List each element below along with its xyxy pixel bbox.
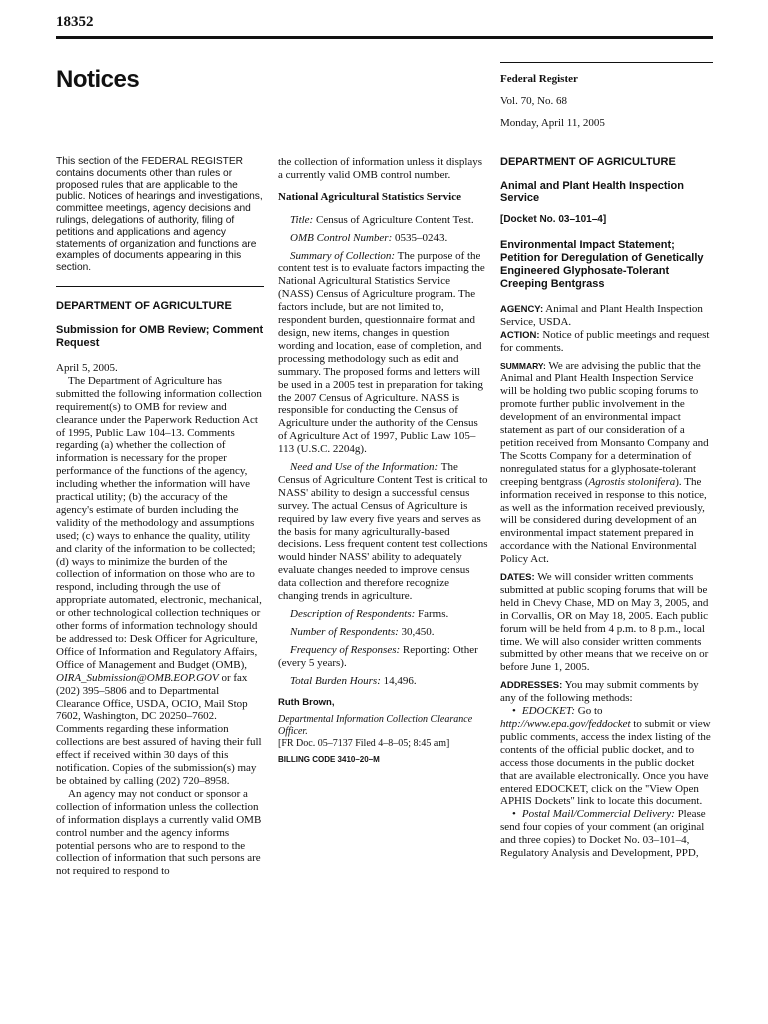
field-value: Notice of public meetings and request for comments. — [500, 328, 710, 354]
field-value: Animal and Plant Health Inspection Service, USDA. — [500, 302, 703, 328]
field-label: ACTION: — [500, 329, 540, 341]
page-number: 18352 — [56, 14, 94, 30]
field-value: 14,496. — [380, 674, 417, 687]
divider — [56, 286, 264, 287]
frequency-field — [278, 644, 488, 670]
date-line: April 5, 2005. — [56, 361, 118, 374]
field-value: Go to — [575, 705, 603, 718]
section-intro: This section of the FEDERAL REGISTER contains documents other than rules or proposed rules that are applicable to the public. Notices of hearings and investigations, committee meetings, agency decisions and rulings, delegations of authority, filing of petitions and applications and agency statements of organization and functions are examples of documents appearing in this section. — [56, 156, 263, 274]
header-rule — [56, 36, 713, 39]
section-title: Notices — [56, 66, 140, 93]
department-heading: DEPARTMENT OF AGRICULTURE — [500, 156, 676, 168]
summary-field — [278, 250, 488, 457]
field-value: We are advising the public that the Animal and Plant Health Inspection Service will be holding two public scoping forums to promote further public involvement in the development of an environmental impact statement as part of our consideration of a petition received from Monsanto Company and The Scotts Company for a determination of nonregulated status for a glyphosate-tolerant creeping bentgrass ( — [500, 359, 709, 488]
edocket-link[interactable]: http://www.epa.gov/feddocket — [500, 718, 631, 730]
field-value: 30,450. — [398, 625, 435, 638]
dates-field — [500, 571, 713, 674]
department-heading: DEPARTMENT OF AGRICULTURE — [56, 299, 232, 312]
notice-heading: Environmental Impact Statement; Petition for Deregulation of Genetically Engineered Glyphosate-Tolerant Creeping Bentgrass — [500, 238, 704, 290]
field-value: Please send four copies of your comment (an original and three copies) to Docket No. 03–101–4, Regulatory Analysis and Development, PPD, — [500, 808, 706, 860]
fr-doc-line: [FR Doc. 05–7137 Filed 4–8–05; 8:45 am] — [278, 738, 450, 750]
service-heading: National Agricultural Statistics Service — [278, 190, 462, 203]
addresses-field — [500, 679, 713, 705]
field-label: EDOCKET: — [521, 705, 576, 718]
field-label: AGENCY: — [500, 303, 544, 315]
signer-name: Ruth Brown, — [278, 696, 335, 708]
body-paragraph: An agency may not conduct or sponsor a collection of information unless the collection of information displays a currently valid OMB control number and the agency informs potential persons who are to respond to the collection of information that such persons are not required to respond to — [56, 787, 262, 878]
field-label: Total Burden Hours: — [290, 674, 381, 687]
billing-code: BILLING CODE 3410–20–M — [278, 755, 380, 765]
respondents-field — [278, 626, 488, 639]
field-label: Summary of Collection: — [290, 249, 396, 262]
omb-field — [278, 232, 488, 245]
publication-name: Federal Register — [500, 73, 578, 85]
docket-number: [Docket No. 03–101–4] — [500, 214, 607, 225]
body-text: The Department of Agriculture has submitted the following information collection requirement(s) to OMB for review and clearance under the Paperwork Reduction Act of 1995, Public Law 104–13. Comments regarding (a) whether the collection of information is necessary for the proper performance of the functions of the agency, including whether the information will have practical utility; (b) the accuracy of the agency's estimate of burden including the validity of the methodology and assumptions used; (c) ways to enhance the quality, utility and clarity of the information to be collected; (d) ways to minimize the burden of the collection of information on those who are to respond, including through the use of appropriate automated, electronic, mechanical, or other technological collection techniques or other forms of information technology should be addressed to: Desk Officer for Agriculture, Office of Information and Regulatory Affairs, Office of Management and Budget (OMB), — [56, 374, 262, 671]
field-value: You may submit comments by any of the following methods: — [500, 679, 699, 705]
title-field — [278, 214, 488, 227]
field-value: The purpose of the content test is to evaluate factors impacting the National Agricultural Statistics Service (NASS) Census of Agriculture program. The factors include, but are not limited to, respondent burden, questionnaire format and design, new items, changes in question wording and location, ease of completion, and processing methodology such as edit and summary. The proposed forms and letters will be used in a 2005 test in preparation for taking the 2007 Census of Agriculture. NASS is responsible for conducting the Census of Agriculture under the authority of the Census of Agriculture Act of 1997, Public Law 105–113 (U.S.C. 2204g). — [278, 249, 485, 456]
field-value: Farms. — [415, 608, 449, 620]
field-value: ). The information received in response to this notice, as well as the information received previously, will be considered during development of an environmental impact statement prepared in accordance with the National Environmental Policy Act. — [500, 475, 707, 566]
notice-heading: Submission for OMB Review; Comment Request — [56, 323, 264, 349]
burden-field — [278, 675, 488, 688]
volume-number: Vol. 70, No. 68 — [500, 95, 568, 107]
description-field — [278, 608, 488, 621]
field-value: 0535–0243. — [392, 231, 448, 244]
masthead-rule — [500, 62, 713, 63]
column-3 — [500, 156, 713, 860]
agency-heading: Animal and Plant Health Inspection Service — [500, 180, 684, 204]
body-text: or fax (202) 395–5806 and to Departmental Clearance Office, USDA, OCIO, Mail Stop 7602, Washington, DC 20250–7602. Comments regarding these information collections are best assured of having their full effect if received within 30 days of this notification. Copies of the submission(s) may be obtained by calling (202) 720–8958. — [56, 671, 262, 787]
field-label: Description of Respondents: — [290, 608, 416, 620]
body-paragraph — [56, 375, 264, 788]
field-label: ADDRESSES: — [500, 680, 563, 692]
action-field — [500, 329, 713, 355]
field-label: Frequency of Responses: — [290, 643, 401, 656]
column-1 — [56, 156, 264, 878]
field-label: OMB Control Number: — [290, 231, 393, 244]
summary-field — [500, 360, 713, 567]
field-label: Number of Respondents: — [290, 625, 399, 638]
species-name: Agrostis stolonifera — [588, 475, 676, 488]
edocket-item — [500, 705, 713, 808]
field-value: to submit or view public comments, access the index listing of the contents of the official public docket, and to access those documents in the public docket that are available electronically. Once you have entered EDOCKET, click on the ''View Open APHIS Dockets'' link to locate this document. — [500, 718, 711, 808]
field-label: Title: — [290, 213, 314, 226]
postal-item — [500, 808, 713, 860]
need-field — [278, 461, 488, 603]
agency-field — [500, 303, 713, 329]
field-value: Reporting: Other (every 5 years). — [278, 643, 478, 669]
field-label: Postal Mail/Commercial Delivery: — [521, 808, 675, 821]
field-value: The Census of Agriculture Content Test is critical to NASS' ability to design a successful census survey. The actual Census of Agriculture is required by law every five years and serves as the basis for many agriculturally-based decisions. Less frequent content test collections would hinder NASS' ability to adequately evaluate changes needed to improve census data collection and therefore recognize changing trends in agriculture. — [278, 461, 488, 603]
field-label: Need and Use of the Information: — [290, 461, 439, 474]
body-paragraph: the collection of information unless it displays a currently valid OMB control number. — [278, 156, 483, 181]
field-label: DATES: — [500, 572, 535, 584]
field-value: We will consider written comments submitted at public scoping forums that will be held in Chevy Chase, MD on May 3, 2005, and in Corvallis, OR on May 18, 2005. Each public forum will be held from 4 p.m. to 8 p.m., local time. We will also consider written comments submitted by other means that we receive on or before June 1, 2005. — [500, 571, 709, 674]
signer-title: Departmental Information Collection Clearance Officer. — [278, 714, 473, 738]
email-address: OIRA_Submission@OMB.EOP.GOV — [56, 671, 219, 684]
issue-date: Monday, April 11, 2005 — [500, 117, 605, 129]
field-value: Census of Agriculture Content Test. — [313, 213, 474, 226]
field-label: SUMMARY: — [500, 360, 546, 371]
column-2 — [278, 156, 488, 767]
